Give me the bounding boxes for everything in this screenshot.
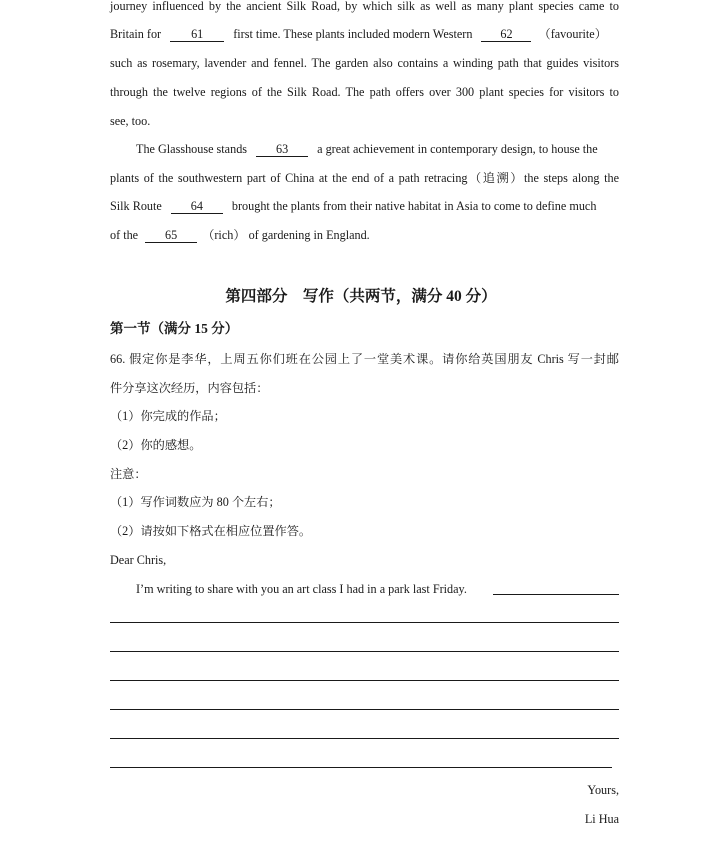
passage-text: a great achievement in contemporary design, to house the [317, 142, 598, 156]
passage-text: first time. These plants included modern Western [233, 27, 473, 41]
question-66-line-1: 66. 假定你是李华，上周五你们班在公园上了一堂美术课。请你给英国朋友 Chris 写一封邮 [110, 352, 619, 366]
blank-63[interactable]: 63 [256, 143, 308, 157]
passage-line-2 [110, 26, 607, 42]
passage-line-8 [110, 198, 596, 214]
writing-line[interactable] [110, 738, 619, 739]
blank-65-hint: （rich） [202, 228, 246, 242]
blank-62-hint: （favourite） [538, 27, 607, 41]
note-1: （1）写作词数应为 80 个左右； [110, 495, 281, 509]
content-point-1: （1）你完成的作品； [110, 409, 226, 423]
passage-text: brought the plants from their native habitat in Asia to come to define much [231, 199, 597, 213]
writing-line[interactable] [493, 594, 619, 595]
passage-text: The Glasshouse stands [136, 142, 248, 156]
letter-greeting: Dear Chris, [110, 553, 167, 567]
writing-line[interactable] [110, 622, 619, 623]
passage-line-5: see, too. [110, 114, 151, 128]
blank-65[interactable]: 65 [145, 229, 197, 243]
note-label: 注意： [110, 467, 147, 481]
passage-line-9 [110, 227, 370, 243]
passage-line-7: plants of the southwestern part of China at the end of a path retracing（追溯）the steps along the [110, 171, 619, 185]
passage-text: of the [110, 228, 139, 242]
writing-line[interactable] [110, 709, 619, 710]
section-heading: 第四部分 写作（共两节，满分 40 分） [225, 288, 497, 305]
letter-signature: Li Hua [584, 812, 619, 826]
passage-line-3: such as rosemary, lavender and fennel. The garden also contains a winding path that guides visitors [110, 56, 619, 70]
question-66-line-2: 件分享这次经历，内容包括： [110, 381, 269, 395]
passage-line-4: through the twelve regions of the Silk Road. The path offers over 300 plant species for visitors to [110, 85, 619, 99]
letter-closing: Yours, [587, 783, 619, 797]
passage-text: Britain for [110, 27, 162, 41]
passage-text: Silk Route [110, 199, 162, 213]
writing-line[interactable] [110, 651, 619, 652]
subsection-heading: 第一节（满分 15 分） [110, 321, 239, 336]
content-point-2: （2）你的感想。 [110, 438, 202, 452]
note-2: （2）请按如下格式在相应位置作答。 [110, 524, 312, 538]
passage-text: of gardening in England. [248, 228, 370, 242]
blank-64[interactable]: 64 [171, 200, 223, 214]
passage-line-6 [136, 141, 598, 157]
blank-62[interactable]: 62 [481, 28, 531, 42]
writing-line[interactable] [110, 680, 619, 681]
letter-opening: I’m writing to share with you an art class I had in a park last Friday. [136, 582, 467, 596]
writing-line[interactable] [110, 767, 612, 768]
passage-line-1: journey influenced by the ancient Silk Road, by which silk as well as many plant species came to [110, 0, 619, 13]
blank-61[interactable]: 61 [170, 28, 224, 42]
